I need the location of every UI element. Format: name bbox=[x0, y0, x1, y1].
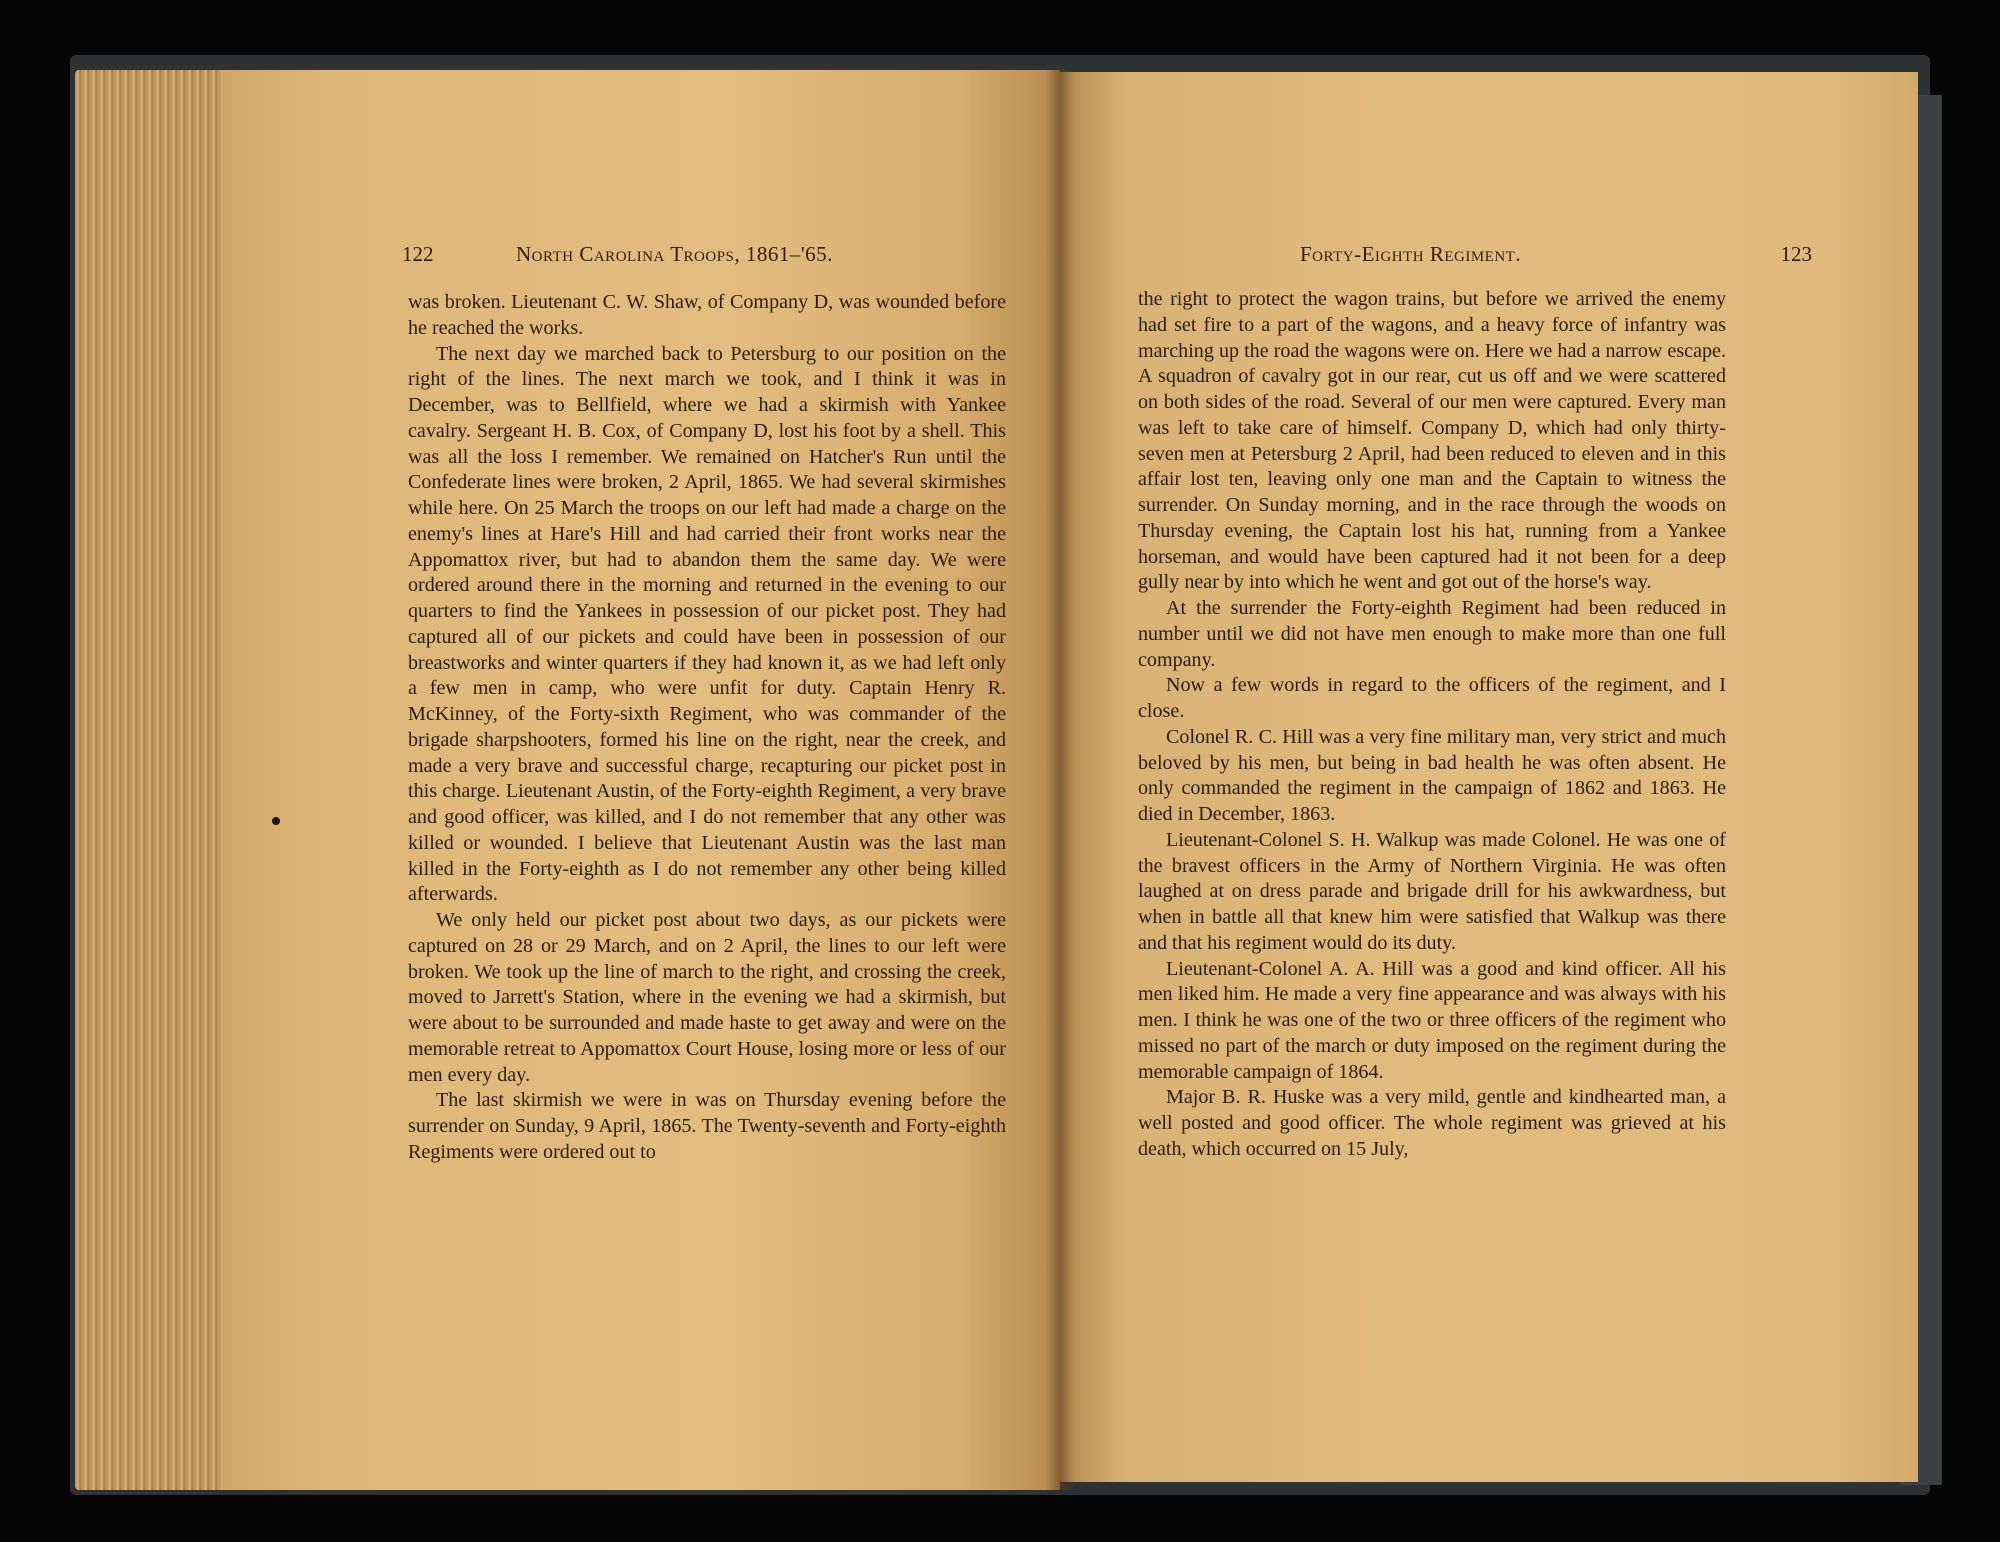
right-paragraph-5: Lieutenant-Colonel S. H. Walkup was made Colonel. He was one of the bravest officers in the Army of Northern Virginia. He was often laughed at on dress parade and brigade drill for his awkwardness, but when in battle all that knew him were satisfied that Walkup was there and that his regiment would do its duty. bbox=[1138, 828, 1726, 954]
page-edges bbox=[75, 70, 225, 1490]
right-paragraph-4: Colonel R. C. Hill was a very fine military man, very strict and much beloved by his men, but being in bad health he was often absent. He only commanded the regiment in the campaign of 1862 and 1863. He died in December, 1863. bbox=[1138, 725, 1726, 825]
right-page-number: 123 bbox=[1780, 242, 1812, 266]
left-page-body bbox=[408, 290, 1006, 1166]
right-paragraph-6: Lieutenant-Colonel A. A. Hill was a good and kind officer. All his men liked him. He made a very fine appearance and was always with his men. I think he was one of the two or three officers of the regiment who missed no part of the march or duty imposed on the regiment during the memorable campaign of 1864. bbox=[1138, 957, 1726, 1083]
right-paragraph-3: Now a few words in regard to the officers of the regiment, and I close. bbox=[1138, 674, 1726, 722]
right-page-header bbox=[1140, 236, 1820, 272]
left-page-number: 122 bbox=[402, 242, 434, 266]
left-paragraph-2: The next day we marched back to Petersburg to our position on the right of the lines. The next march we took, and I think it was in December, was to Bellfield, where we had a skirmish with Yankee cavalry. Sergeant H. B. Cox, of Company D, lost his foot by a shell. This was all the loss I remember. We remained on Hatcher's Run until the Confederate lines were broken, 2 April, 1865. We had several skirmishes while here. On 25 March the troops on our left had made a charge on the enemy's lines at Hare's Hill and had carried their front works near the Appomattox river, but had to abandon them the same day. We were ordered around there in the morning and returned in the evening to our quarters to find the Yankees in possession of our picket post. They had captured all of our pickets and could have been in possession of our breastworks and winter quarters if they had known it, as we had left only a few men in camp, who were unfit for duty. Captain Henry R. McKinney, of the Forty-sixth Regiment, who was commander of the brigade sharpshooters, formed his line on the right, near the creek, and made a very brave and successful charge, recapturing our picket post in this charge. Lieutenant Austin, of the Forty-eighth Regiment, a very brave and good officer, was killed, and I do not remember that any other was killed or wounded. I believe that Lieutenant Austin was the last man killed in the Forty-eighth as I do not remember any other being killed afterwards. bbox=[408, 342, 1006, 906]
right-paragraph-1: the right to protect the wagon trains, but before we arrived the enemy had set fire to a part of the wagons, and a heavy force of infantry was marching up the road the wagons were on. Here we had a narrow escape. A squadron of cavalry got in our rear, cut us off and we were scattered on both sides of the road. Several of our men were captured. Every man was left to take care of himself. Company D, which had only thirty-seven men at Petersburg 2 April, had been reduced to eleven and in this affair lost ten, leaving only one man and the Captain to witness the surrender. On Sunday morning, and in the race through the woods on Thursday evening, the Captain lost his hat, running from a Yankee horseman, and would have been captured had it not been for a deep gully near by into which he went and got out of the horse's way. bbox=[1138, 288, 1726, 594]
ink-blot bbox=[272, 817, 280, 825]
left-paragraph-1: was broken. Lieutenant C. W. Shaw, of Company D, was wounded before he reached the works. bbox=[408, 291, 1006, 339]
left-running-head: North Carolina Troops, 1861–'65. bbox=[516, 242, 833, 266]
left-paragraph-3: We only held our picket post about two days, as our pickets were captured on 28 or 29 March, and on 2 April, the lines to our left were broken. We took up the line of march to the right, and crossing the creek, moved to Jarrett's Station, where in the evening we had a skirmish, but were about to be surrounded and made haste to get away and were on the memorable retreat to Appomattox Court House, losing more or less of our men every day. bbox=[408, 909, 1006, 1086]
right-paragraph-2: At the surrender the Forty-eighth Regiment had been reduced in number until we did not have men enough to make more than one full company. bbox=[1138, 597, 1726, 671]
right-running-head: Forty-Eighth Regiment. bbox=[1300, 242, 1522, 266]
left-paragraph-4: The last skirmish we were in was on Thursday evening before the surrender on Sunday, 9 April, 1865. The Twenty-seventh and Forty-eighth Regiments were ordered out to bbox=[408, 1089, 1006, 1163]
book-gutter bbox=[1045, 70, 1075, 1490]
left-page-header bbox=[396, 236, 1026, 272]
right-paragraph-7: Major B. R. Huske was a very mild, gentle and kindhearted man, a well posted and good officer. The whole regiment was grieved at his death, which occurred on 15 July, bbox=[1138, 1086, 1726, 1160]
right-page-body bbox=[1138, 287, 1726, 1163]
